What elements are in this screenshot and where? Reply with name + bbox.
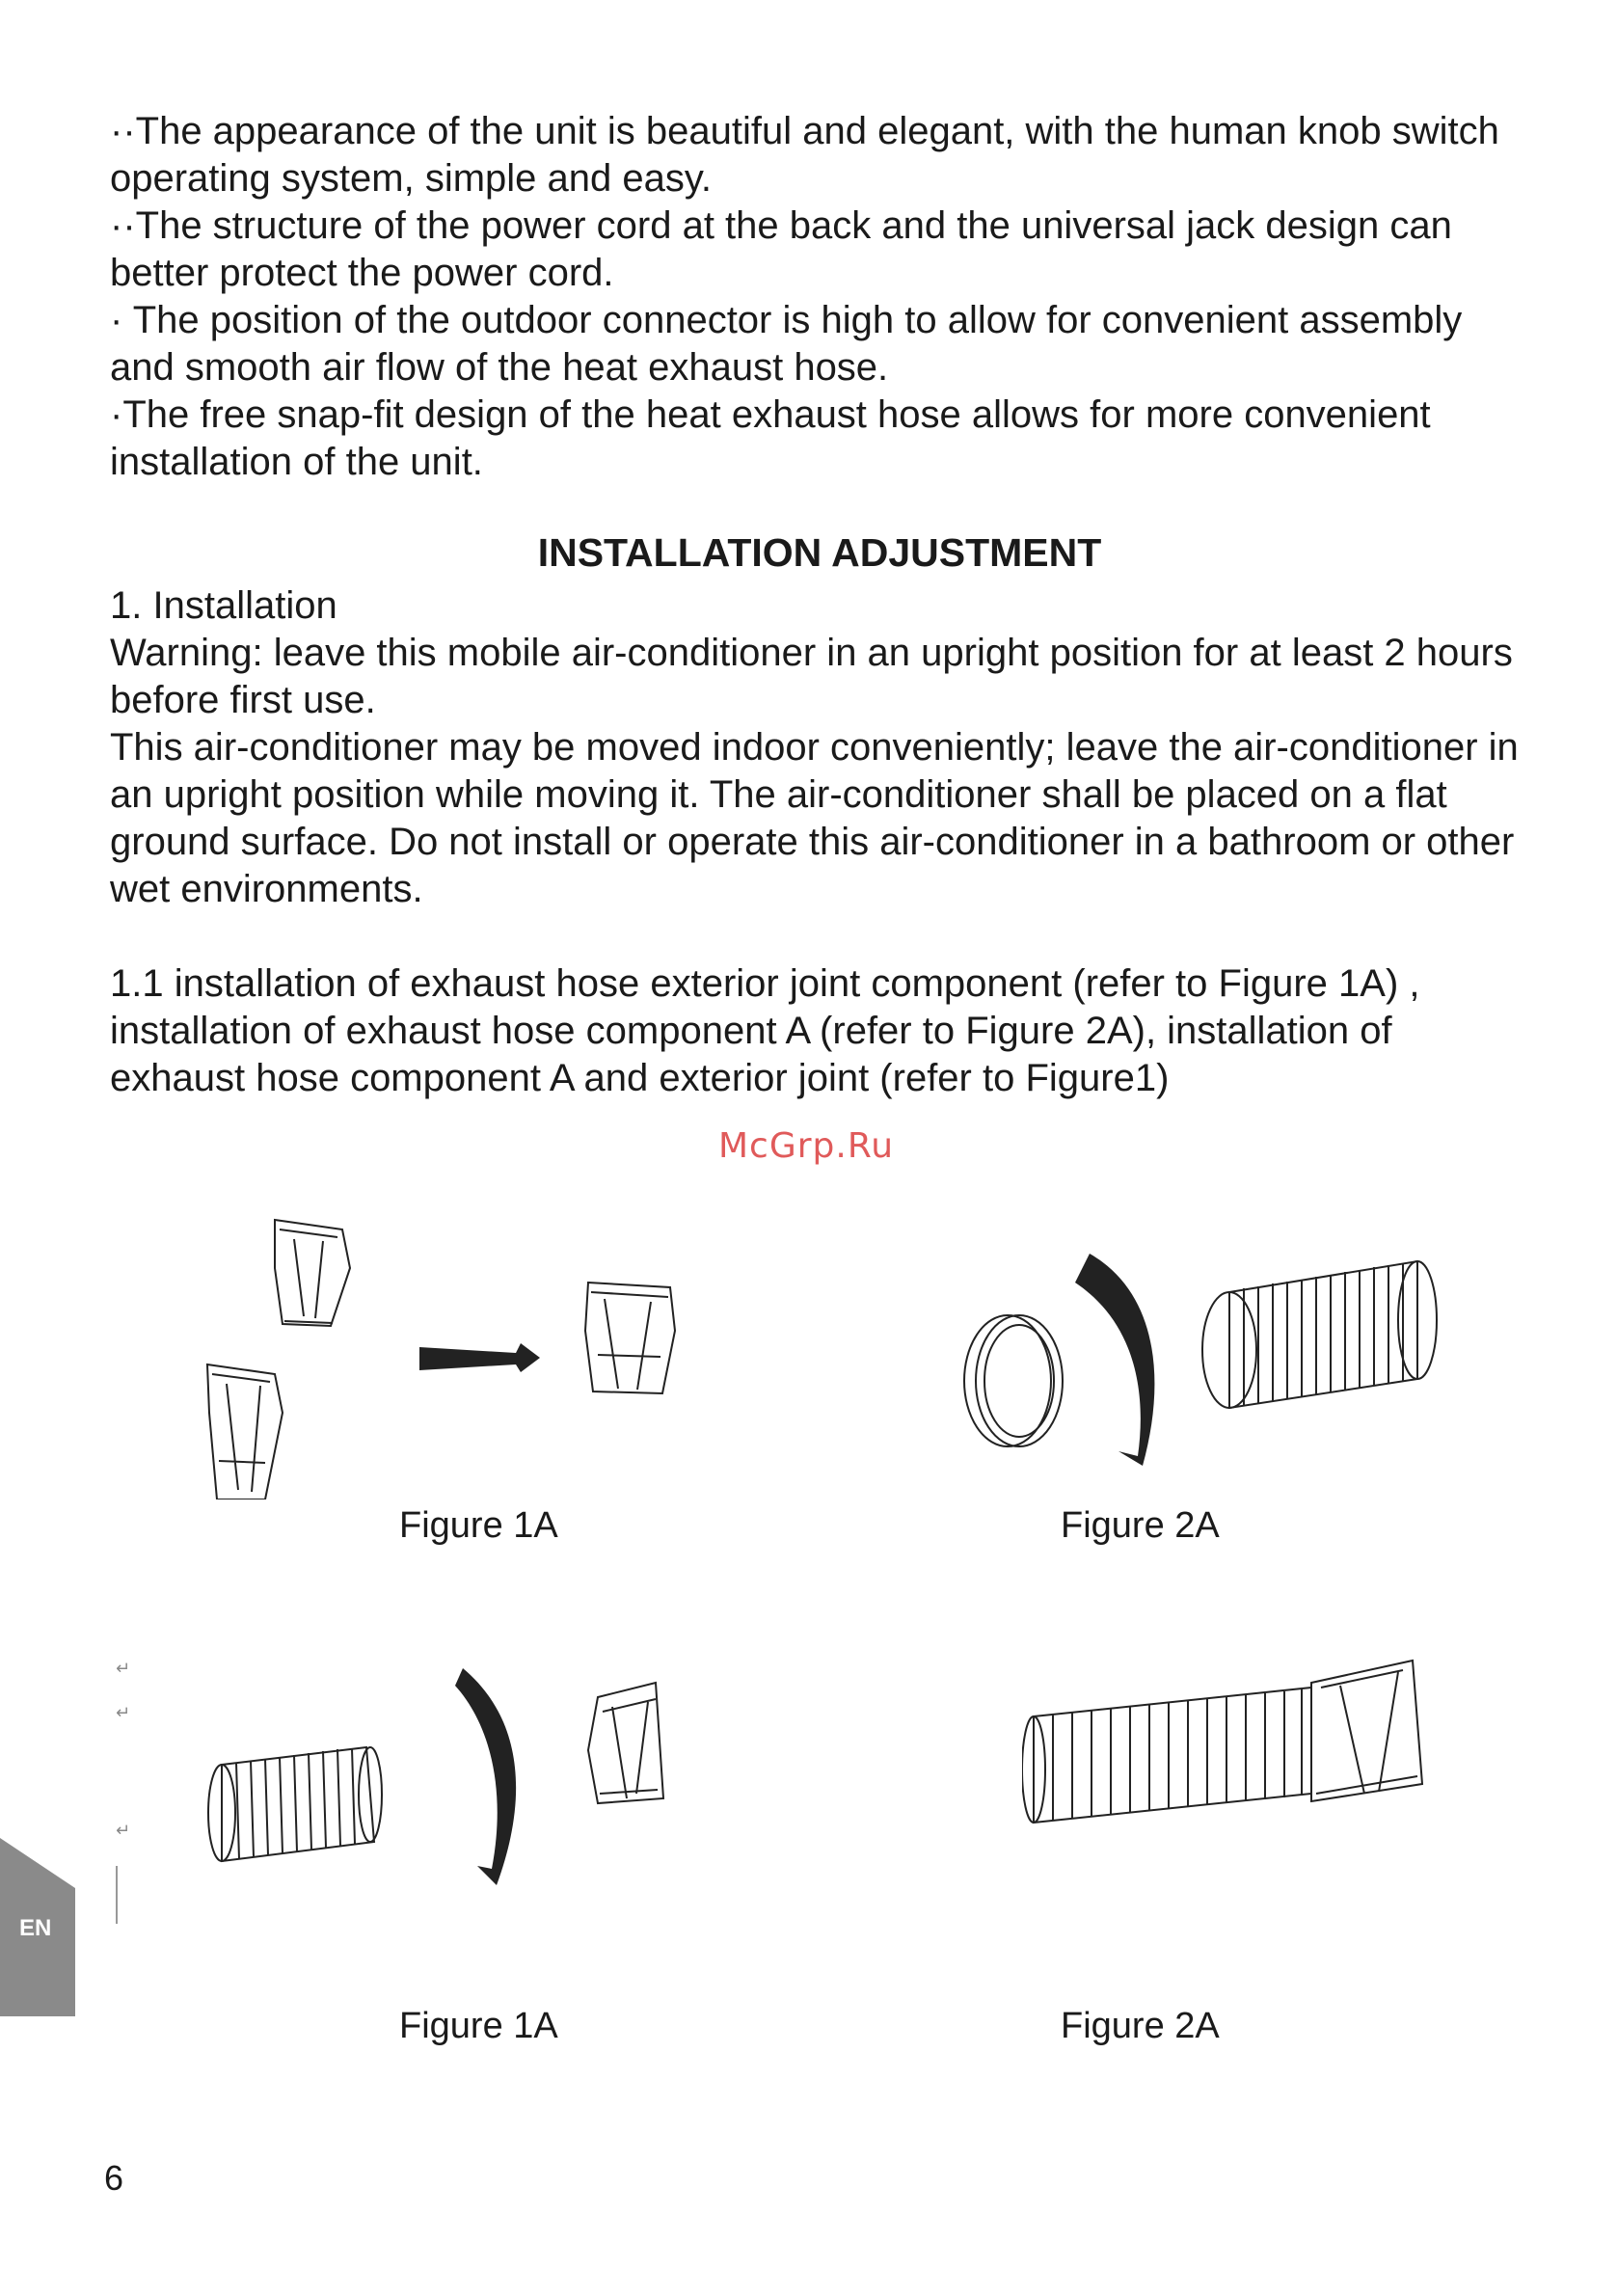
step-1-1-paragraph: 1.1 installation of exhaust hose exterior joint component (refer to Figure 1A) , installation of exhaust hose component A (refer to Figure 2A), installation of exhaust hose component A and exterior joint (refer to Figure1) — [110, 962, 1420, 1099]
feature-paragraph-4: ·The free snap-fit design of the heat exhaust hose allows for more convenient installation of the unit. — [110, 393, 1431, 483]
feature-paragraph-1: ··The appearance of the unit is beautiful and elegant, with the human knob switch operating system, simple and easy. — [110, 110, 1499, 200]
figure-caption-bottom-left: Figure 1A — [399, 2006, 558, 2046]
figure-caption-top-left: Figure 1A — [399, 1505, 558, 1546]
section-heading: INSTALLATION ADJUSTMENT — [537, 530, 1102, 575]
figure-caption-top-right: Figure 2A — [1061, 1505, 1220, 1546]
language-tab — [0, 1838, 75, 2016]
figure-1a-bottom-illustration — [202, 1659, 694, 1890]
figure-2a-bottom-illustration — [1022, 1649, 1446, 1842]
feature-paragraph-2: ··The structure of the power cord at the back and the universal jack design can better protect the power cord. — [110, 204, 1452, 294]
page-number: 6 — [104, 2158, 124, 2198]
watermark: McGrp.Ru — [718, 1126, 895, 1166]
return-mark: ↵ — [116, 1703, 131, 1723]
feature-paragraph-3: · The position of the outdoor connector is high to allow for convenient assembly and smooth air flow of the heat exhaust hose. — [110, 299, 1463, 389]
figure-1a-top-illustration — [188, 1210, 689, 1499]
figure-2a-top-illustration — [950, 1225, 1442, 1475]
return-mark: ↵ — [116, 1659, 131, 1679]
installation-subheading: 1. Installation — [110, 584, 337, 627]
warning-paragraph: Warning: leave this mobile air-conditioner in an upright position for at least 2 hours before first use. — [110, 632, 1513, 721]
figure-caption-bottom-right: Figure 2A — [1061, 2006, 1220, 2046]
installation-body-paragraph: This air-conditioner may be moved indoor conveniently; leave the air-conditioner in an upright position while moving it. The air-conditioner shall be placed on a flat ground surface. Do not install or operate this air-conditioner in a bathroom or other wet environments. — [110, 726, 1519, 910]
return-mark: ↵ — [116, 1821, 131, 1841]
cursor-bar — [116, 1866, 118, 1924]
language-tab-label: EN — [19, 1915, 52, 1941]
